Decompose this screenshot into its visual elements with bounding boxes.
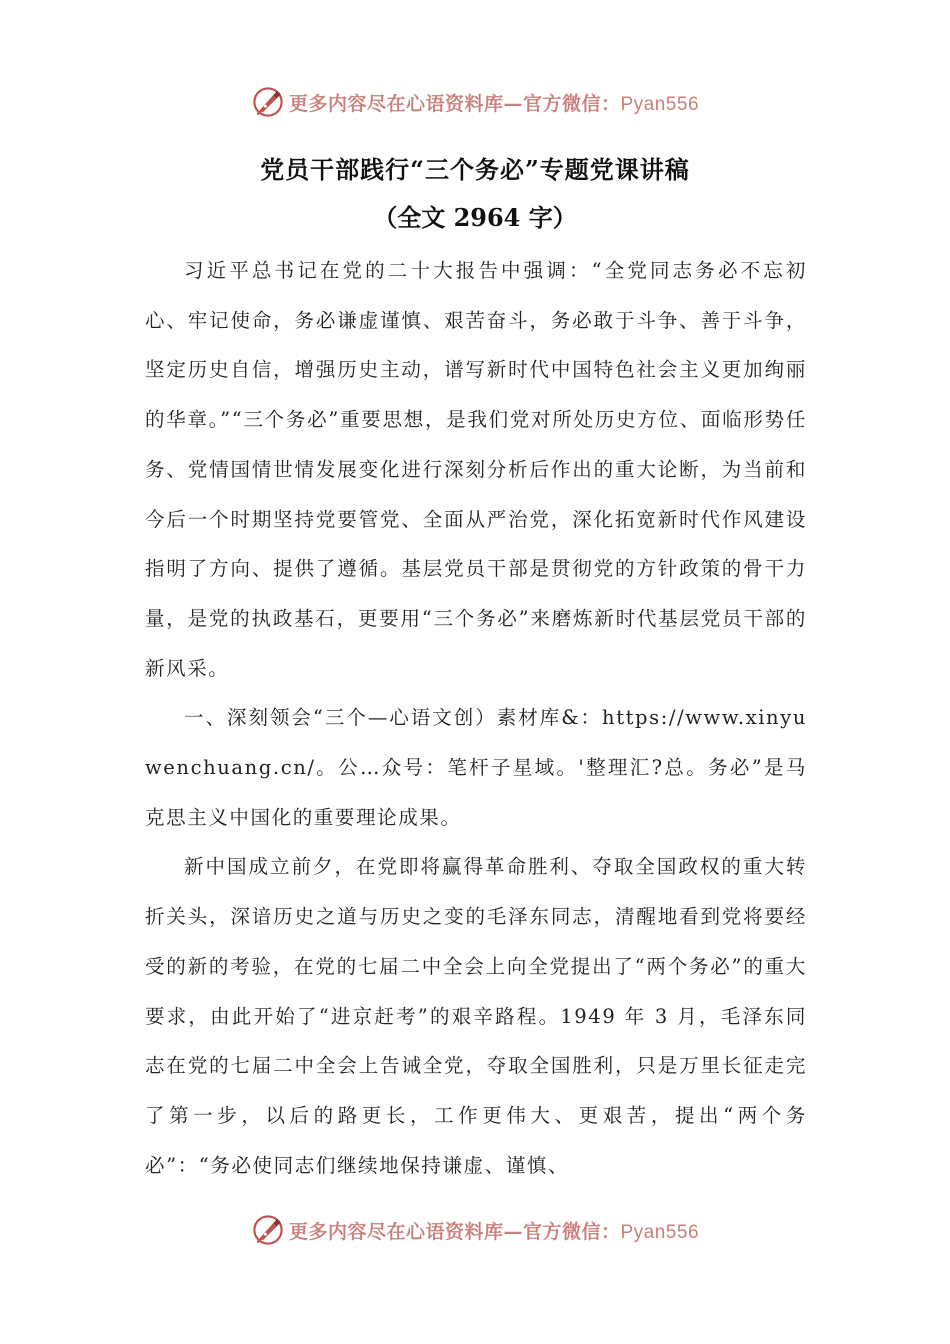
pen-nib-logo-icon	[251, 85, 285, 119]
paragraph-2: 一、深刻领会“三个—心语文创）素材库&：https://www.xinyuwenchuang.cn/。公…众号：笔杆子星域。'整理汇?总。务必”是马克思主义中国化的重要理论成果。	[145, 706, 807, 829]
banner-text-wechat-id: Pyan556	[620, 1221, 700, 1243]
pen-nib-logo-icon	[251, 1213, 285, 1247]
banner-text-cn: 更多内容尽在心语资料库—官方微信：	[288, 1220, 621, 1243]
footer-watermark-banner	[0, 1208, 950, 1252]
document-body	[145, 246, 807, 1190]
paragraph-3: 新中国成立前夕，在党即将赢得革命胜利、夺取全国政权的重大转折关头，深谙历史之道与历史之变的毛泽东同志，清醒地看到党将要经受的新的考验，在党的七届二中全会上向全党提出了“两个务必”的重大要求，由此开始了“进京赶考”的艰辛路程。1949 年 3 月，毛泽东同志在党的七届二中全会上告诫全党，夺取全国胜利，只是万里长征走完了第一步，以后的路更长，工作更伟大、更艰苦，提出“两个务必”：“务必使同志们继续地保持谦虚、谨慎、	[145, 855, 807, 1177]
header-watermark-banner	[0, 80, 950, 124]
document-title: 党员干部践行“三个务必”专题党课讲稿	[260, 155, 690, 184]
paragraph-1: 习近平总书记在党的二十大报告中强调：“全党同志务必不忘初心、牢记使命，务必谦虚谨慎、艰苦奋斗，务必敢于斗争、善于斗争，坚定历史自信，增强历史主动，谱写新时代中国特色社会主义更加绚丽的华章。”“三个务必”重要思想，是我们党对所处历史方位、面临形势任务、党情国情世情发展变化进行深刻分析后作出的重大论断，为当前和今后一个时期坚持党要管党、全面从严治党，深化拓宽新时代作风建设指明了方向、提供了遵循。基层党员干部是贯彻党的方针政策的骨干力量，是党的执政基石，更要用“三个务必”来磨炼新时代基层党员干部的新风采。	[145, 259, 807, 680]
banner-text-cn: 更多内容尽在心语资料库—官方微信：	[288, 92, 621, 115]
banner-text-wechat-id: Pyan556	[620, 93, 700, 115]
document-word-count: （全文 2964 字）	[373, 203, 577, 232]
